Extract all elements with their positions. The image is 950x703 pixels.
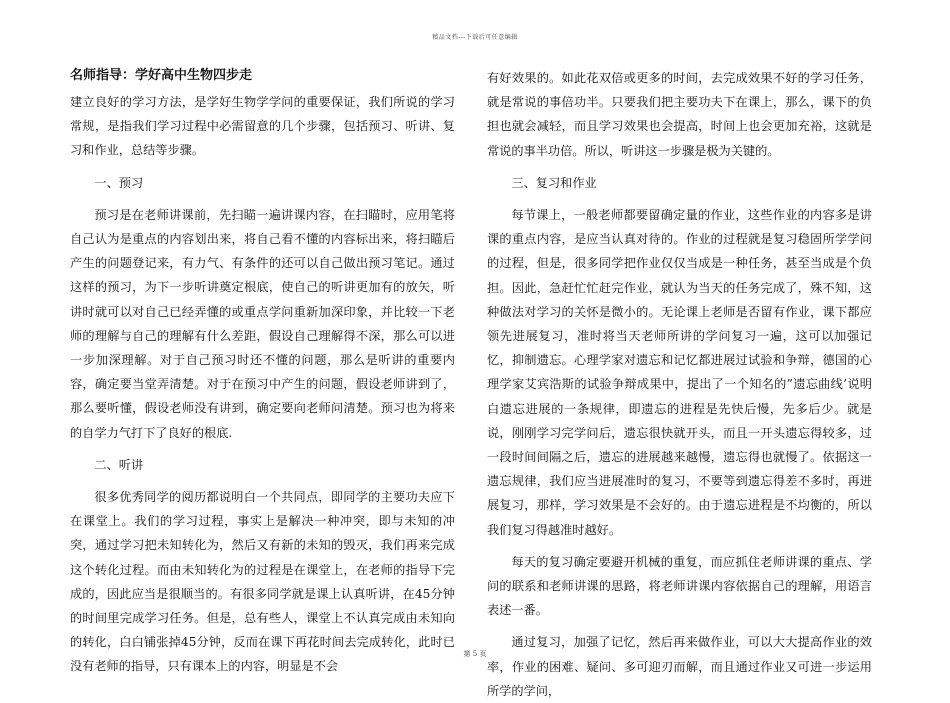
article-title: 名师指导：学好高中生物四步走 xyxy=(70,68,253,83)
section-heading-preview: 一、预习 xyxy=(94,175,144,190)
intro-paragraph: 建立良好的学习方法，是学好生物学学问的重要保证，我们所说的学习常规，是指我们学习过程中必需留意的几个步骤，包括预习、听讲、复习和作业，总结等步骤。 xyxy=(70,95,455,158)
section-heading-review: 三、复习和作业 xyxy=(511,175,597,190)
preview-paragraph: 预习是在老师讲课前，先扫瞄一遍讲课内容，在扫瞄时，应用笔将自己认为是重点的内容划出来，将自己看不懂的内容标出来，将扫瞄后产生的问题登记来，有力气、有条件的还可以自己做出预习笔记。通过这样的预习，为下一步听讲奠定根底，使自己的听讲更加有的放矢，听讲时就可以对自己已经弄懂的或重点学问重新加深印象，并比较一下老师的理解与自己的理解有什么差距，假设自己理解得不深，那么可以进一步加深理解。对于自己预习时还不懂的问题，那么是听讲的重要内容，确定要当堂弄清楚。对于在预习中产生的问题，假设老师讲到了，那么要听懂，假设老师没有讲到，确定要向老师问清楚。预习也为将来的自学力气打下了良好的根底. xyxy=(70,207,455,440)
listening-paragraph: 很多优秀同学的阅历都说明白一个共同点，即同学的主要功夫应下在课堂上。我们的学习过程，事实上是解决一种冲突，即与未知的冲突，通过学习把未知转化为，然后又有新的未知的毁灭，我们再来完成这个转化过程。而由未知转化为的过程是在课堂上，在老师的指导下完成的，因此应当是很顺当的。有很多同学就是课上认真听讲，在45分钟的时间里完成学习任务。但是，总有些人，课堂上不认真完成由未知向的转化，白白铺张掉45分钟，反而在课下再花时间去完成转化，此时已没有老师的指导，只有课本上的内容，明显是不会 xyxy=(70,490,455,674)
page-number: 第 5 页 xyxy=(463,650,487,658)
page-header: 精品文档---下载后可任意编辑 xyxy=(432,34,518,41)
left-column xyxy=(70,66,455,679)
daily-review-paragraph: 每天的复习确定要避开机械的重复，而应抓住老师讲课的重点、学问的联系和老师讲课的思路，将老师讲课内容依据自己的理解，用语言表述一番。 xyxy=(487,554,872,618)
right-column xyxy=(487,66,872,703)
listening-paragraph-continued: 有好效果的。如此花双倍或更多的时间，去完成效果不好的学习任务，就是常说的事倍功半。只要我们把主要功夫下在课上，那么，课下的负担也就会减轻，而且学习效果也会提高，时间上也会更加充裕，这就是常说的事半功倍。所以，听讲这一步骤是极为关键的。 xyxy=(487,71,872,158)
section-heading-listening: 二、听讲 xyxy=(94,457,144,472)
homework-paragraph: 通过复习，加强了记忆，然后再来做作业，可以大大提高作业的效率，作业的困难、疑问、多可迎刃而解，而且通过作业又可进一步运用所学的学问， xyxy=(487,635,872,698)
review-paragraph: 每节课上，一般老师都要留确定量的作业，这些作业的内容多是讲课的重点内容，是应当认真对待的。作业的过程就是复习稳固所学学问的过程，但是，很多同学把作业仅仅当成是一种任务，甚至当成是个负担。因此，急赶忙忙赶完作业，就认为当天的任务完成了，殊不知，这种做法对学习的关怀是微小的。无论课上老师是否留有作业，课下都应领先进展复习，准时将当天老师所讲的学问复习一遍，这可以加强记忆，抑制遗忘。心理学家对遗忘和记忆都进展过试验和争辩，德国的心理学家艾宾浩斯的试验争辩成果中，提出了一个知名的”遗忘曲线’说明白遗忘进展的一条规律，即遗忘的进程是先快后慢，先多后少。就是说，刚刚学习完学问后，遗忘很快就开头，而且一开头遗忘得较多，过一段时间间隔之后，遗忘的进展越来越慢，遗忘得也就慢了。依据这一遗忘规律，我们应当进展准时的复习，不要等到遗忘得差不多时，再进展复习，那样，学习效果是不会好的。由于遗忘进程是不均衡的，所以我们复习得越准时越好。 xyxy=(487,208,872,537)
